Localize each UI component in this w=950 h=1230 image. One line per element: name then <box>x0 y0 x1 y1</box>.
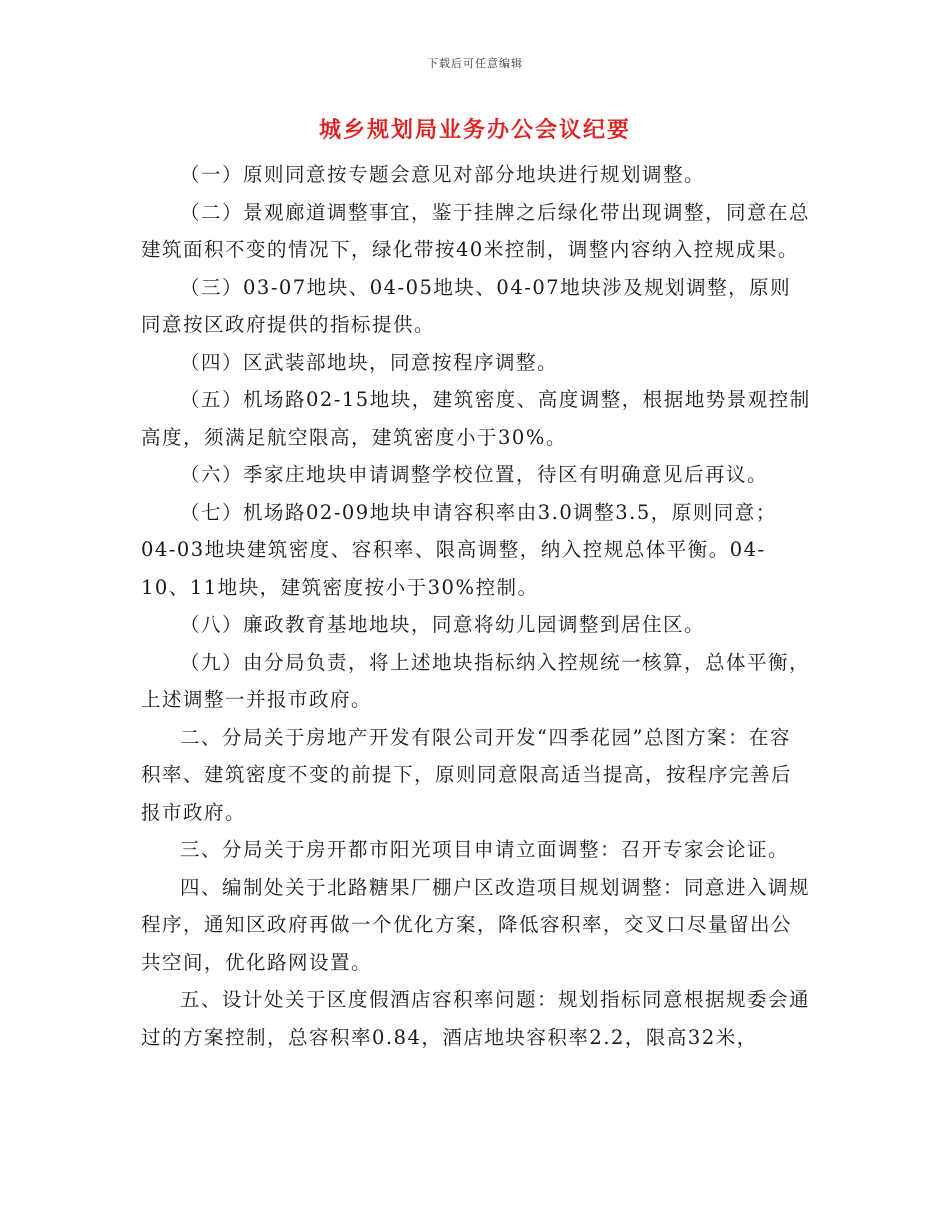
paragraph: （六）季家庄地块申请调整学校位置，待区有明确意见后再议。 <box>180 463 769 486</box>
paragraph: （二）景观廊道调整事宜，鉴于挂牌之后绿化带出现调整，同意在总建筑面积不变的情况下，绿化带按40米控制，调整内容纳入控规成果。 <box>141 200 811 261</box>
paragraph: 五、设计处关于区度假酒店容积率问题：规划指标同意根据规委会通过的方案控制，总容积率0.84，酒店地块容积率2.2，限高32米， <box>141 988 811 1049</box>
paragraph: （一）原则同意按专题会意见对部分地块进行规划调整。 <box>180 163 706 186</box>
paragraph: （七）机场路02-09地块申请容积率由3.0调整3.5，原则同意；04-03地块建筑密度、容积率、限高调整，纳入控规总体平衡。04-10、11地块，建筑密度按小于30%控制。 <box>141 500 777 599</box>
document-title: 城乡规划局业务办公会议纪要 <box>318 117 631 143</box>
paragraph: 二、分局关于房地产开发有限公司开发“四季花园”总图方案：在容积率、建筑密度不变的前提下，原则同意限高适当提高，按程序完善后报市政府。 <box>141 725 793 824</box>
paragraph: （九）由分局负责，将上述地块指标纳入控规统一核算，总体平衡，上述调整一并报市政府。 <box>141 650 811 711</box>
document-body <box>141 156 811 1056</box>
paragraph: 三、分局关于房开都市阳光项目申请立面调整：召开专家会论证。 <box>180 838 790 861</box>
paragraph: 四、编制处关于北路糖果厂棚户区改造项目规划调整：同意进入调规程序，通知区政府再做一个优化方案，降低容积率，交叉口尽量留出公共空间，优化路网设置。 <box>141 875 811 974</box>
paragraph: （五）机场路02-15地块，建筑密度、高度调整，根据地势景观控制高度，须满足航空限高，建筑密度小于30%。 <box>141 388 811 449</box>
paragraph: （四）区武装部地块，同意按程序调整。 <box>180 350 559 374</box>
paragraph: （八）廉政教育基地地块，同意将幼儿园调整到居住区。 <box>180 613 706 636</box>
paragraph: （三）03-07地块、04-05地块、04-07地块涉及规划调整，原则同意按区政府提供的指标提供。 <box>141 275 792 336</box>
header-note: 下载后可任意编辑 <box>427 57 523 70</box>
